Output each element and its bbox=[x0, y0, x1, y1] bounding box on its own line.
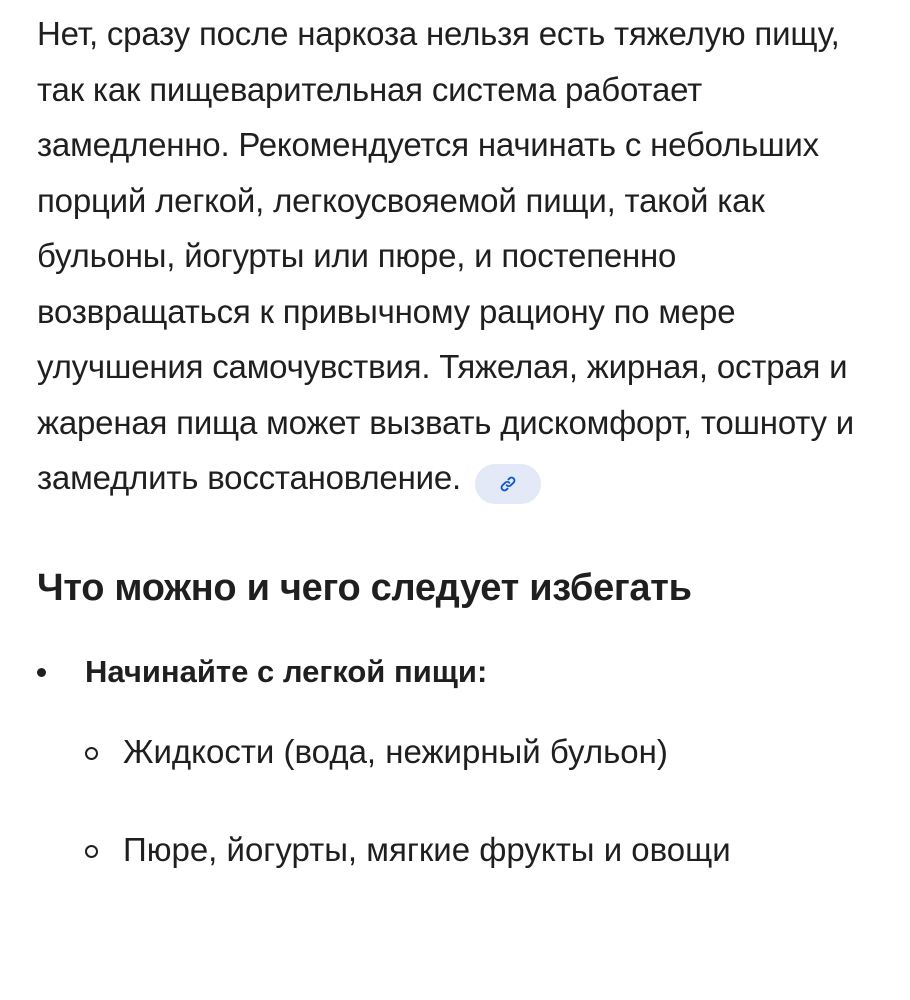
sub-list-item bbox=[85, 724, 887, 780]
hollow-bullet-icon bbox=[85, 845, 98, 858]
sub-list bbox=[85, 724, 887, 878]
bullet-icon bbox=[37, 668, 46, 677]
answer-text: Нет, сразу после наркоза нельзя есть тяжелую пищу, так как пищеварительная система работает замедленно. Рекомендуется начинать с небольших порций легкой, легкоусвояемой пищи, такой как бульоны, йогурты или пюре, и постепенно возвращаться к привычному рациону по мере улучшения самочувствия. Тяжелая, жирная, острая и жареная пища может вызвать дискомфорт, тошноту и замедлить восстановление. bbox=[37, 15, 855, 496]
source-link-button[interactable] bbox=[475, 464, 541, 504]
hollow-bullet-icon bbox=[85, 747, 98, 760]
answer-content bbox=[37, 6, 887, 878]
link-icon bbox=[497, 473, 519, 495]
sub-item-text: Жидкости (вода, нежирный бульон) bbox=[123, 732, 668, 770]
sub-item-text: Пюре, йогурты, мягкие фрукты и овощи bbox=[123, 830, 731, 868]
answer-paragraph bbox=[37, 6, 887, 506]
bullet-label: Начинайте с легкой пищи: bbox=[85, 653, 488, 689]
sub-list-item bbox=[85, 822, 887, 878]
section-heading: Что можно и чего следует избегать bbox=[37, 566, 692, 609]
list-item bbox=[37, 644, 887, 878]
bullet-list bbox=[37, 644, 887, 878]
